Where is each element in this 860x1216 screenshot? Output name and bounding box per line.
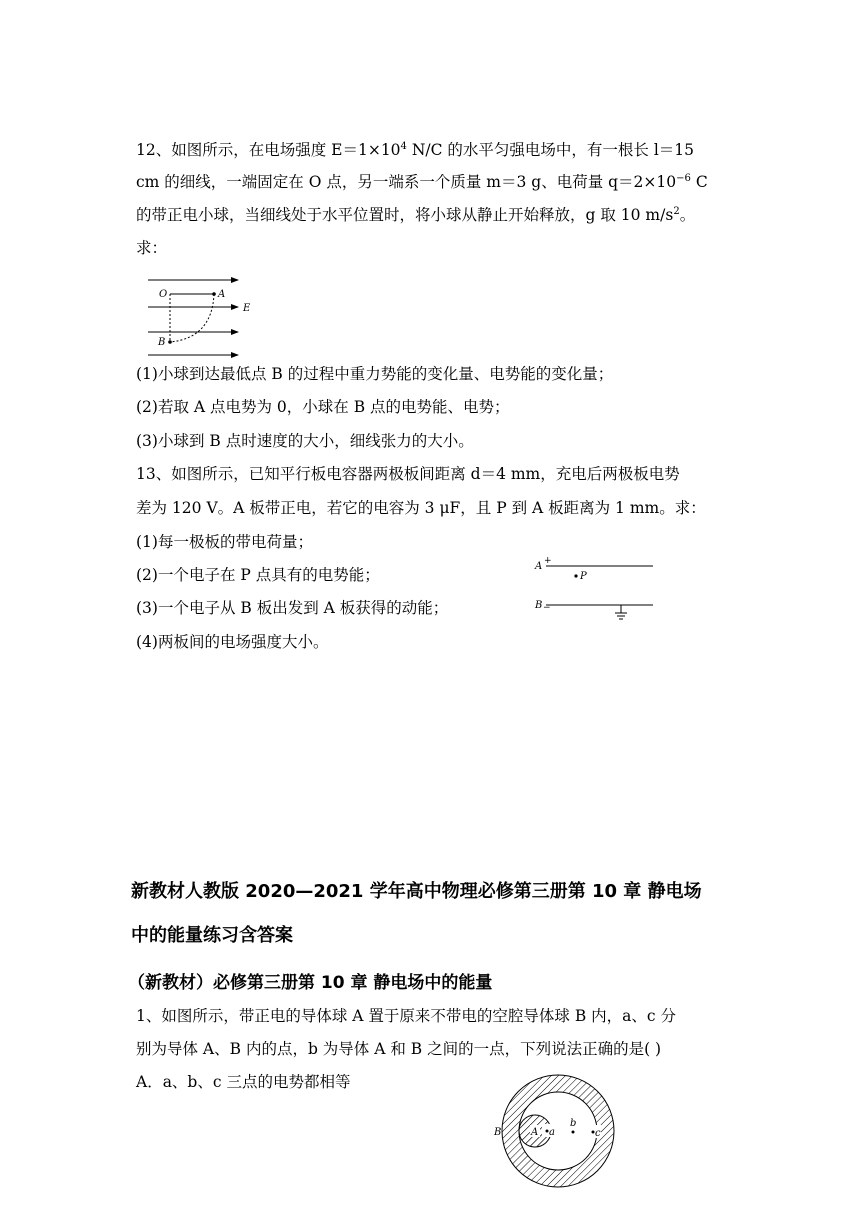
page-title-line-2: 中的能量练习含答案 [131, 925, 293, 946]
q13-line-2: 差为 120 V。A 板带正电，若它的电容为 3 μF，且 P 到 A 板距离为 1 mm。求： [136, 499, 706, 517]
label-B: B [494, 1127, 502, 1138]
label-plus: + [544, 556, 552, 566]
q12-line-2-sup: −6 [676, 172, 691, 184]
q13-sub-1: (1)每一极板的带电荷量； [136, 533, 313, 551]
label-minus: − [543, 603, 551, 613]
label-A: A [535, 561, 543, 572]
q12-line-2-post: C [690, 173, 708, 191]
q12-line-1-post: N/C 的水平匀强电场中，有一根长 l＝15 [406, 141, 695, 159]
q12-line-2-main: cm 的细线，一端固定在 O 点，另一端系一个质量 m＝3 g、电荷量 q＝2×10 [136, 173, 677, 191]
q12-line-1 [136, 140, 694, 160]
q13-capacitor-figure [534, 553, 658, 625]
label-O: O [159, 289, 168, 300]
q12-field-figure [140, 272, 260, 364]
section-subheading: （新教材）必修第三册第 10 章 静电场中的能量 [128, 973, 493, 993]
point-B [168, 340, 172, 344]
q13-sub-2: (2)一个电子在 P 点具有的电势能； [136, 566, 380, 584]
q13-sub-4: (4)两板间的电场强度大小。 [136, 633, 329, 651]
label-A: A [531, 1127, 539, 1138]
q1-line-2: 别为导体 A、B 内的点，b 为导体 A 和 B 之间的一点，下列说法正确的是( ) [136, 1040, 662, 1058]
q12-sub-3: (3)小球到 B 点时速度的大小，细线张力的大小。 [136, 432, 474, 450]
point-A [212, 292, 216, 296]
page-title-line-1: 新教材人教版 2020—2021 学年高中物理必修第三册第 10 章 静电场 [131, 881, 702, 902]
q13-line-1: 13、如图所示，已知平行板电容器两极板间距离 d＝4 mm，充电后两极板电势 [136, 465, 680, 483]
q12-sub-2: (2)若取 A 点电势为 0，小球在 B 点的电势能、电势； [136, 398, 510, 416]
q1-sphere-figure [490, 1080, 630, 1190]
q1-line-1: 1、如图所示，带正电的导体球 A 置于原来不带电的空腔导体球 B 内，a、c 分 [136, 1007, 677, 1025]
q12-line-3-sup: 2 [673, 205, 680, 217]
label-A: A [218, 289, 226, 300]
q12-line-4: 求： [136, 239, 168, 257]
label-c: c [595, 1128, 601, 1139]
q12-line-1-sup: 4 [400, 140, 407, 152]
q12-line-2 [136, 172, 708, 192]
q12-line-1-pre: 12、如图所示，在电场强度 E＝1×10 [136, 141, 401, 159]
q12-line-3 [136, 205, 695, 225]
point-b [572, 1131, 575, 1134]
label-P: P [580, 571, 587, 582]
label-E: E [243, 303, 251, 314]
q13-sub-3: (3)一个电子从 B 板出发到 A 板获得的动能； [136, 599, 449, 617]
q12-sub-1: (1)小球到达最低点 B 的过程中重力势能的变化量、电势能的变化量； [136, 365, 614, 383]
label-a: a [549, 1127, 555, 1138]
label-B: B [535, 600, 543, 611]
q12-line-3-pre: 的带正电小球，当细线处于水平位置时，将小球从静止开始释放，g 取 10 m/s [136, 206, 674, 224]
swing-arc-dashed [170, 294, 214, 342]
q1-option-A: A．a、b、c 三点的电势都相等 [136, 1073, 351, 1091]
label-b: b [570, 1118, 577, 1129]
q12-line-3-post: 。 [679, 206, 696, 224]
point-P [574, 574, 577, 577]
label-B: B [158, 337, 166, 348]
